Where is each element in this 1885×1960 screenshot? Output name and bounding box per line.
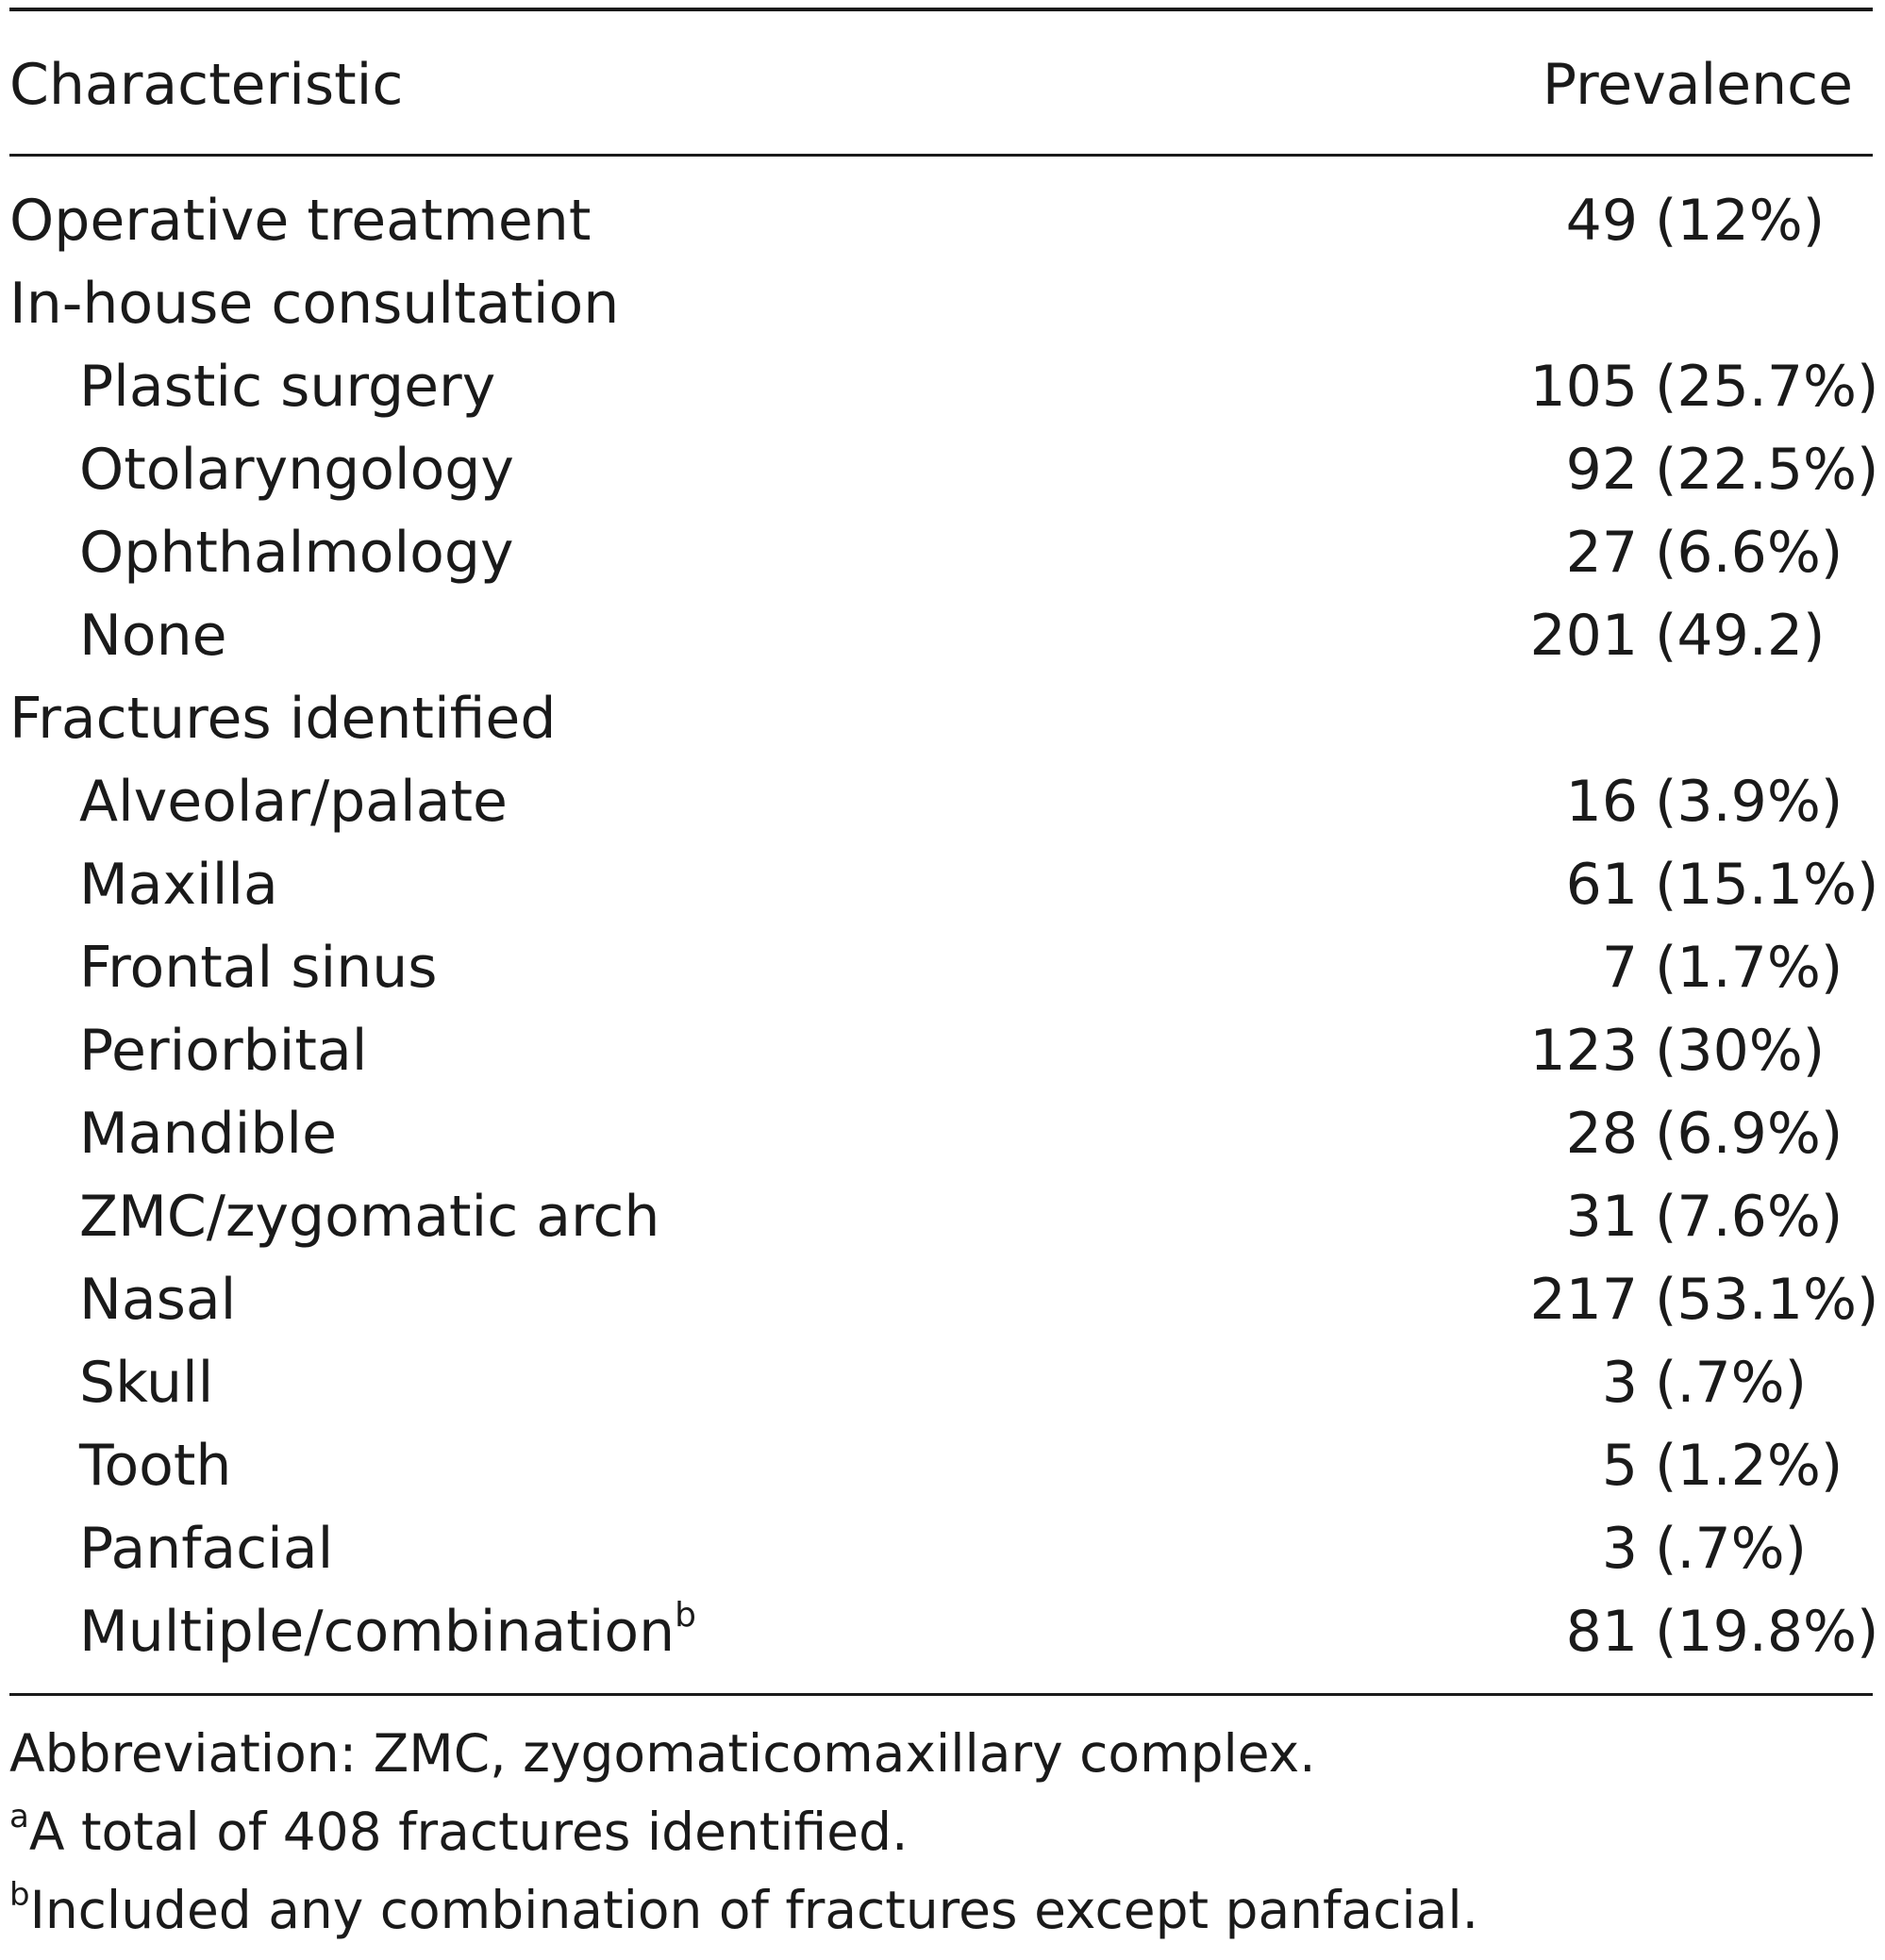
table-row	[0, 843, 1885, 926]
footnote-b	[9, 1871, 1873, 1950]
prevalence-count: 92	[1565, 437, 1638, 503]
row-label	[79, 1341, 213, 1424]
table-top-rule	[9, 8, 1873, 11]
row-label	[79, 1009, 367, 1092]
table-row	[0, 1009, 1885, 1092]
table-row	[0, 760, 1885, 843]
table-row	[0, 179, 1885, 262]
table-row	[0, 1175, 1885, 1258]
table-row	[0, 1258, 1885, 1341]
prevalence-count: 49	[1565, 188, 1638, 254]
row-label-text: Fractures identified	[9, 686, 557, 752]
prevalence-count: 217	[1529, 1267, 1638, 1333]
prevalence-count: 28	[1565, 1101, 1638, 1167]
row-label-text: ZMC/zygomatic arch	[79, 1184, 660, 1250]
prevalence-count: 16	[1565, 769, 1638, 835]
row-label-text: Frontal sinus	[79, 935, 438, 1001]
row-label-text: None	[79, 603, 227, 669]
row-prevalence	[1528, 1507, 1807, 1590]
footnote-a	[9, 1793, 1873, 1871]
row-prevalence	[1528, 1009, 1825, 1092]
row-label	[79, 345, 495, 428]
row-label	[79, 1424, 231, 1507]
row-prevalence	[1528, 1590, 1878, 1673]
row-label-text: Nasal	[79, 1267, 237, 1333]
table-row	[0, 1341, 1885, 1424]
row-prevalence	[1528, 1175, 1843, 1258]
footnote-b-text: Included any combination of fractures except panfacial.	[29, 1880, 1479, 1940]
prevalence-percent: (6.6%)	[1655, 520, 1843, 586]
row-label	[79, 926, 438, 1009]
prevalence-percent: (.7%)	[1655, 1350, 1808, 1416]
row-label-text: Alveolar/palate	[79, 769, 508, 835]
row-label-text: Tooth	[79, 1433, 232, 1499]
row-label-text: Otolaryngology	[79, 437, 514, 503]
row-prevalence	[1528, 594, 1825, 677]
row-label	[79, 428, 514, 511]
table-row	[0, 1424, 1885, 1507]
row-label	[79, 843, 278, 926]
table-row	[0, 1590, 1885, 1673]
row-label	[79, 1175, 659, 1258]
row-prevalence	[1528, 1258, 1878, 1341]
prevalence-percent: (6.9%)	[1655, 1101, 1843, 1167]
row-label-text: Multiple/combination	[79, 1599, 676, 1665]
prevalence-percent: (3.9%)	[1655, 769, 1843, 835]
footnote-marker: b	[675, 1596, 697, 1635]
row-prevalence	[1528, 345, 1878, 428]
prevalence-percent: (19.8%)	[1655, 1599, 1879, 1665]
row-prevalence	[1528, 843, 1878, 926]
row-label-text: Operative treatment	[9, 188, 592, 254]
row-label-text: Periorbital	[79, 1018, 368, 1084]
prevalence-count: 81	[1565, 1599, 1638, 1665]
prevalence-percent: (53.1%)	[1655, 1267, 1879, 1333]
row-label-text: Mandible	[79, 1101, 337, 1167]
row-label-text: Plastic surgery	[79, 354, 496, 420]
column-header-prevalence: Prevalence	[1542, 52, 1853, 118]
table-row	[0, 428, 1885, 511]
prevalence-percent: (30%)	[1655, 1018, 1826, 1084]
row-prevalence	[1528, 511, 1843, 594]
row-prevalence	[1528, 926, 1843, 1009]
prevalence-count: 31	[1565, 1184, 1638, 1250]
row-prevalence	[1528, 1341, 1807, 1424]
row-label	[79, 760, 508, 843]
prevalence-count: 123	[1529, 1018, 1638, 1084]
table-row	[0, 1092, 1885, 1175]
prevalence-count: 7	[1601, 935, 1638, 1001]
table-row	[0, 1507, 1885, 1590]
column-header-characteristic: Characteristic	[9, 52, 404, 118]
prevalence-percent: (15.1%)	[1655, 852, 1879, 918]
prevalence-count: 105	[1529, 354, 1638, 420]
row-label-text: Ophthalmology	[79, 520, 514, 586]
prevalence-percent: (22.5%)	[1655, 437, 1879, 503]
table-bottom-rule	[9, 1693, 1873, 1696]
prevalence-percent: (7.6%)	[1655, 1184, 1843, 1250]
row-label	[9, 262, 619, 345]
row-prevalence	[1528, 428, 1878, 511]
prevalence-percent: (.7%)	[1655, 1516, 1808, 1582]
prevalence-count: 5	[1601, 1433, 1638, 1499]
row-label-text: Maxilla	[79, 852, 278, 918]
prevalence-percent: (25.7%)	[1655, 354, 1879, 420]
row-label	[79, 1092, 337, 1175]
table-row	[0, 594, 1885, 677]
prevalence-percent: (1.7%)	[1655, 935, 1843, 1001]
table-row	[0, 926, 1885, 1009]
row-label	[79, 511, 513, 594]
row-label	[9, 677, 556, 760]
prevalence-count: 3	[1601, 1516, 1638, 1582]
table-body	[0, 179, 1885, 1673]
footnote-a-text: A total of 408 fractures identified.	[28, 1802, 909, 1862]
header-rule	[9, 154, 1873, 157]
prevalence-percent: (12%)	[1655, 188, 1826, 254]
row-label-text: In-house consultation	[9, 271, 620, 337]
row-prevalence	[1528, 179, 1825, 262]
prevalence-count: 201	[1529, 603, 1638, 669]
prevalence-percent: (49.2)	[1655, 603, 1826, 669]
prevalence-percent: (1.2%)	[1655, 1433, 1843, 1499]
footnote-a-mark: a	[9, 1798, 29, 1835]
prevalence-count: 27	[1565, 520, 1638, 586]
prevalence-count: 3	[1601, 1350, 1638, 1416]
table-row	[0, 511, 1885, 594]
row-label	[79, 594, 227, 677]
prevalence-count: 61	[1565, 852, 1638, 918]
row-prevalence	[1528, 760, 1843, 843]
table-row	[0, 677, 1885, 760]
footnote-b-mark: b	[9, 1876, 30, 1914]
row-prevalence	[1528, 1092, 1843, 1175]
row-label	[79, 1590, 696, 1673]
row-prevalence	[1528, 1424, 1843, 1507]
row-label-text: Panfacial	[79, 1516, 334, 1582]
row-label	[79, 1258, 236, 1341]
abbreviation-note: Abbreviation: ZMC, zygomaticomaxillary complex.	[9, 1723, 1316, 1784]
row-label	[9, 179, 591, 262]
row-label	[79, 1507, 333, 1590]
row-label-text: Skull	[79, 1350, 214, 1416]
table-footnotes	[9, 1715, 1873, 1950]
table-row	[0, 262, 1885, 345]
table-row	[0, 345, 1885, 428]
